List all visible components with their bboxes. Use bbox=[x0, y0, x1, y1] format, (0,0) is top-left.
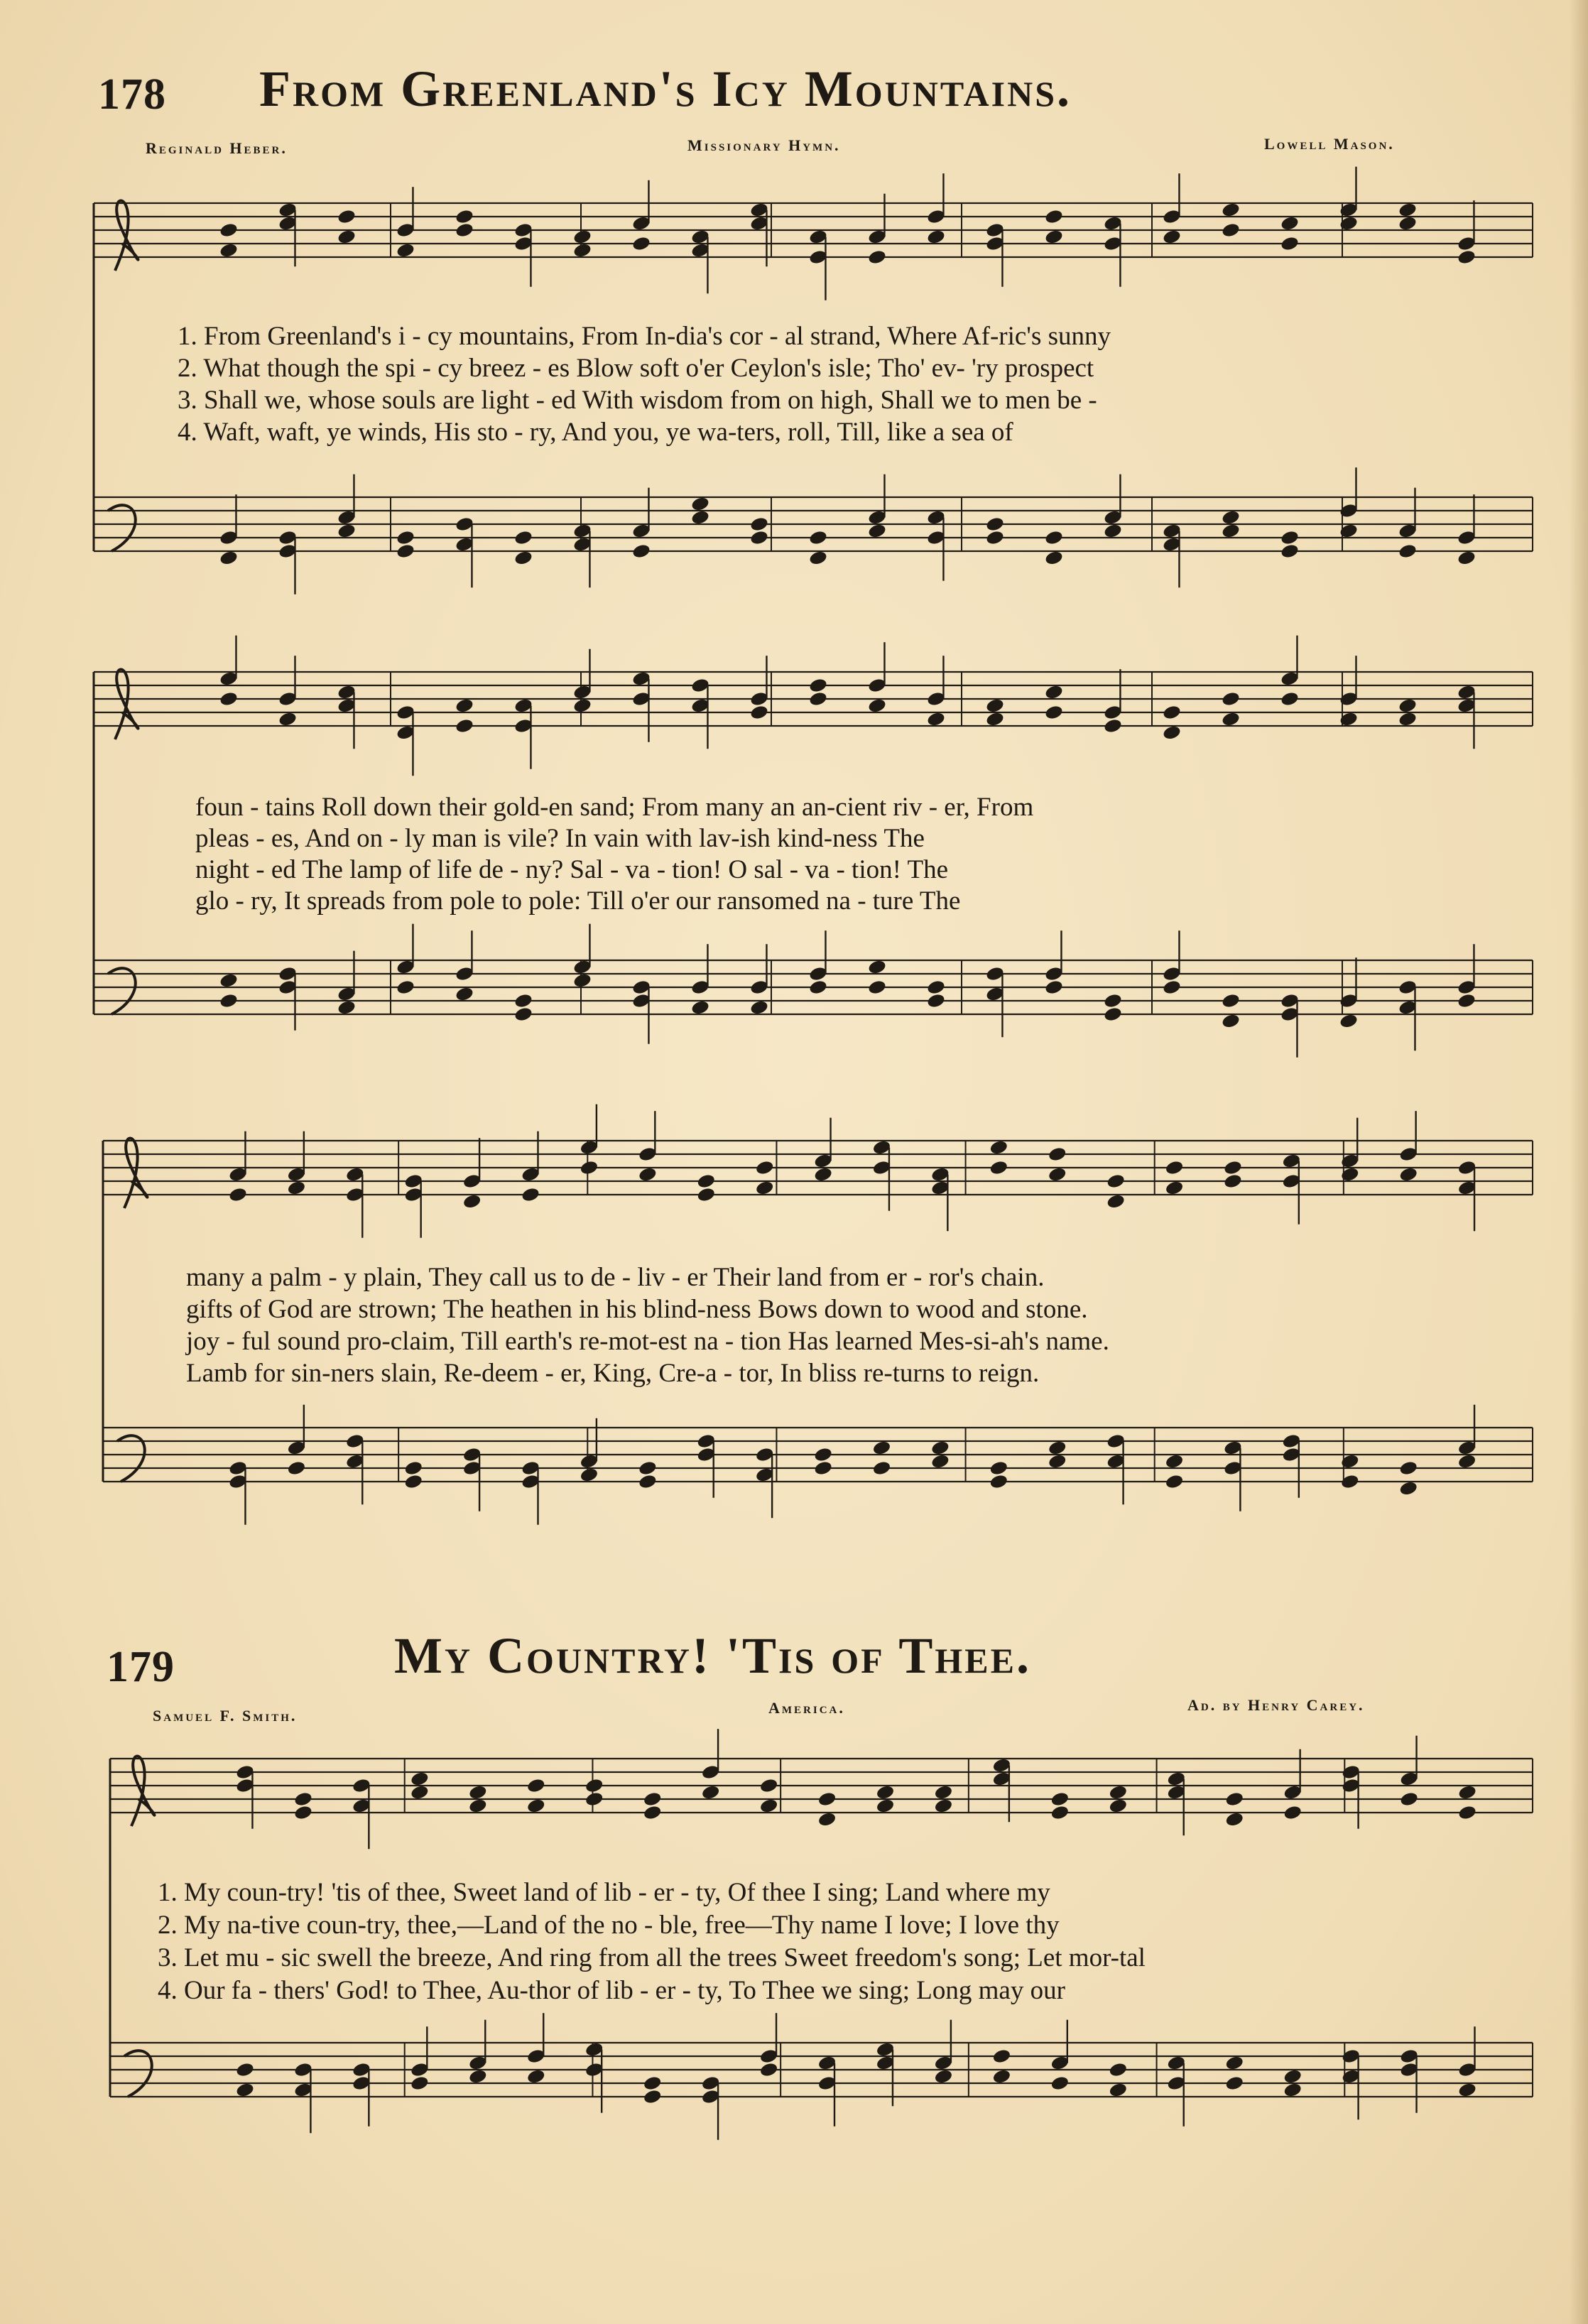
note-head bbox=[701, 1784, 721, 1801]
note-head bbox=[1398, 711, 1418, 727]
note-head bbox=[513, 550, 533, 566]
note-head bbox=[1162, 229, 1182, 245]
note-head bbox=[293, 1791, 313, 1807]
hymn-number: 178 bbox=[98, 70, 166, 119]
note-head bbox=[403, 1460, 423, 1476]
lyric-line: pleas - es, And on - ly man is vile? In vain with lav-ish kind-ness The bbox=[195, 824, 925, 853]
note-head bbox=[808, 529, 828, 545]
note-head bbox=[228, 1186, 248, 1202]
note-head bbox=[930, 1440, 950, 1456]
note-head bbox=[985, 697, 1005, 714]
note-head bbox=[572, 242, 592, 259]
note-head bbox=[1109, 1784, 1129, 1801]
note-head bbox=[989, 1139, 1009, 1156]
hymn-number: 179 bbox=[107, 1643, 175, 1691]
note-head bbox=[219, 222, 239, 238]
note-head bbox=[808, 690, 828, 707]
treble-clef bbox=[131, 1756, 155, 1826]
note-head bbox=[1103, 1006, 1123, 1022]
note-head bbox=[876, 1784, 896, 1801]
note-head bbox=[1048, 1146, 1067, 1162]
note-head bbox=[985, 711, 1005, 727]
note-head bbox=[1165, 1159, 1185, 1175]
note-head bbox=[219, 550, 239, 566]
note-head bbox=[396, 529, 415, 545]
note-head bbox=[992, 2048, 1012, 2064]
note-head bbox=[696, 1186, 716, 1202]
note-head bbox=[867, 697, 887, 714]
note-head bbox=[1103, 992, 1123, 1009]
note-head bbox=[572, 229, 592, 245]
note-head bbox=[813, 1446, 833, 1462]
note-head bbox=[985, 529, 1005, 545]
note-head bbox=[1048, 1453, 1067, 1470]
note-head bbox=[1221, 711, 1241, 727]
note-head bbox=[808, 979, 828, 995]
lyric-line: Lamb for sin-ners slain, Re-deem - er, King, Cre-a - tor, In bliss re-turns to reign. bbox=[186, 1359, 1040, 1388]
note-head bbox=[926, 711, 946, 727]
lyric-line: 2. What though the spi - cy breez - es Blow soft o'er Ceylon's isle; Tho' ev- 'ry prospect bbox=[178, 354, 1094, 383]
lyric-line: gifts of God are strown; The heathen in his blind-ness Bows down to wood and stone. bbox=[186, 1295, 1088, 1324]
note-head bbox=[468, 1784, 488, 1801]
note-head bbox=[1044, 529, 1064, 545]
note-head bbox=[293, 1804, 313, 1820]
treble-clef bbox=[115, 200, 138, 271]
bass-clef bbox=[108, 505, 136, 551]
note-head bbox=[643, 1804, 663, 1820]
note-head bbox=[1221, 509, 1241, 526]
note-head bbox=[1109, 1798, 1129, 1814]
bass-clef bbox=[117, 1435, 145, 1482]
note-head bbox=[1398, 543, 1418, 559]
note-head bbox=[278, 711, 298, 727]
note-head bbox=[526, 2068, 546, 2085]
note-head bbox=[513, 529, 533, 545]
note-head bbox=[513, 992, 533, 1009]
note-head bbox=[462, 1193, 482, 1210]
note-head bbox=[872, 1460, 892, 1476]
note-head bbox=[749, 704, 769, 720]
note-head bbox=[1457, 249, 1476, 265]
note-head bbox=[872, 1440, 892, 1456]
note-head bbox=[690, 496, 710, 512]
note-head bbox=[1044, 208, 1064, 224]
note-head bbox=[749, 529, 769, 545]
hymn-composer: Lowell Mason. bbox=[1264, 135, 1395, 153]
note-head bbox=[580, 1467, 599, 1483]
note-head bbox=[755, 1180, 775, 1196]
note-head bbox=[1162, 704, 1182, 720]
note-head bbox=[337, 208, 357, 224]
note-head bbox=[1221, 1013, 1241, 1029]
note-head bbox=[690, 509, 710, 526]
note-head bbox=[521, 1186, 540, 1202]
note-head bbox=[1457, 1804, 1477, 1820]
note-head bbox=[1280, 529, 1300, 545]
note-head bbox=[813, 1460, 833, 1476]
note-head bbox=[759, 2061, 779, 2078]
note-head bbox=[867, 249, 887, 265]
note-head bbox=[934, 2068, 954, 2085]
note-head bbox=[219, 972, 239, 989]
note-head bbox=[1283, 2068, 1303, 2085]
hymn-title: My Country! 'Tis of Thee. bbox=[394, 1627, 1031, 1684]
note-head bbox=[631, 543, 651, 559]
note-head bbox=[1398, 1166, 1418, 1183]
note-head bbox=[235, 2082, 255, 2098]
note-head bbox=[1221, 202, 1241, 218]
lyric-line: 4. Our fa - thers' God! to Thee, Au-thor of lib - er - ty, To Thee we sing; Long may our bbox=[158, 1976, 1065, 2005]
note-head bbox=[219, 242, 239, 259]
note-head bbox=[337, 999, 357, 1016]
note-head bbox=[1398, 1460, 1418, 1476]
note-head bbox=[1103, 523, 1123, 539]
note-head bbox=[410, 1784, 430, 1801]
note-head bbox=[985, 516, 1005, 532]
hymn-tune: America. bbox=[768, 1699, 845, 1717]
note-head bbox=[1280, 543, 1300, 559]
lyric-line: 3. Let mu - sic swell the breeze, And ring from all the trees Sweet freedom's song; Let mor-tal bbox=[158, 1943, 1146, 1972]
note-head bbox=[989, 1473, 1009, 1489]
note-head bbox=[759, 1798, 779, 1814]
lyric-line: 2. My na-tive coun-try, thee,—Land of the no - ble, free—Thy name I love; I love thy bbox=[158, 1911, 1060, 1940]
note-head bbox=[643, 2075, 663, 2091]
treble-clef bbox=[124, 1138, 148, 1208]
note-head bbox=[759, 1777, 779, 1793]
note-head bbox=[1050, 2075, 1070, 2091]
note-head bbox=[1280, 235, 1300, 251]
note-head bbox=[1044, 229, 1064, 245]
note-head bbox=[1103, 717, 1123, 734]
note-head bbox=[934, 1798, 954, 1814]
note-head bbox=[235, 2061, 255, 2078]
note-head bbox=[749, 516, 769, 532]
note-head bbox=[396, 242, 415, 259]
note-head bbox=[1280, 215, 1300, 232]
note-head bbox=[337, 523, 357, 539]
bass-clef bbox=[108, 968, 136, 1014]
note-head bbox=[1109, 2082, 1129, 2098]
note-head bbox=[1280, 690, 1300, 707]
note-head bbox=[219, 690, 239, 707]
note-head bbox=[696, 1173, 716, 1189]
note-head bbox=[992, 2068, 1012, 2085]
note-head bbox=[1165, 1473, 1185, 1489]
note-head bbox=[410, 2075, 430, 2091]
note-head bbox=[572, 697, 592, 714]
note-head bbox=[1398, 1480, 1418, 1497]
note-head bbox=[1044, 684, 1064, 700]
note-head bbox=[468, 1798, 488, 1814]
note-head bbox=[584, 1791, 604, 1807]
note-head bbox=[403, 1473, 423, 1489]
note-head bbox=[1457, 992, 1476, 1009]
note-head bbox=[337, 229, 357, 245]
treble-clef bbox=[115, 669, 138, 739]
hymn-tune: Missionary Hymn. bbox=[687, 136, 841, 154]
note-head bbox=[1283, 1804, 1303, 1820]
lyric-line: 3. Shall we, whose souls are light - ed With wisdom from on high, Shall we to men be - bbox=[178, 386, 1097, 415]
note-head bbox=[755, 1159, 775, 1175]
note-head bbox=[749, 999, 769, 1016]
note-head bbox=[808, 550, 828, 566]
hymn-title: From Greenland's Icy Mountains. bbox=[259, 60, 1072, 117]
note-head bbox=[1048, 1440, 1067, 1456]
note-head bbox=[690, 999, 710, 1016]
note-head bbox=[867, 523, 887, 539]
note-head bbox=[1283, 2082, 1303, 2098]
lyric-line: joy - ful sound pro-claim, Till earth's re-mot-est na - tion Has learned Mes-si-ah's name. bbox=[186, 1327, 1109, 1356]
note-head bbox=[287, 1180, 307, 1196]
lyric-line: 1. My coun-try! 'tis of thee, Sweet land of lib - er - ty, Of thee I sing; Land where my bbox=[158, 1878, 1050, 1907]
hymn-composer: Ad. by Henry Carey. bbox=[1187, 1696, 1365, 1714]
note-head bbox=[1399, 1791, 1419, 1807]
note-head bbox=[455, 986, 474, 1002]
note-head bbox=[455, 208, 474, 224]
note-head bbox=[513, 1006, 533, 1022]
note-head bbox=[638, 1166, 658, 1183]
note-head bbox=[410, 1771, 430, 1787]
note-head bbox=[1224, 2055, 1244, 2071]
note-head bbox=[1224, 1811, 1244, 1828]
note-head bbox=[1048, 1166, 1067, 1183]
note-head bbox=[934, 1784, 954, 1801]
note-head bbox=[219, 992, 239, 1009]
note-head bbox=[1223, 1159, 1243, 1175]
note-head bbox=[930, 1453, 950, 1470]
note-head bbox=[580, 1159, 599, 1175]
note-head bbox=[643, 2088, 663, 2105]
note-head bbox=[1165, 1453, 1185, 1470]
note-head bbox=[1223, 1173, 1243, 1189]
bass-clef bbox=[124, 2051, 152, 2097]
note-head bbox=[1457, 550, 1476, 566]
note-head bbox=[584, 1777, 604, 1793]
note-head bbox=[287, 1460, 307, 1476]
hymn-author: Reginald Heber. bbox=[146, 139, 288, 157]
note-head bbox=[526, 1777, 546, 1793]
note-head bbox=[1162, 979, 1182, 995]
lyric-line: 4. Waft, waft, ye winds, His sto - ry, And you, ye wa-ters, roll, Till, like a sea of bbox=[178, 418, 1013, 447]
note-head bbox=[1165, 1180, 1185, 1196]
note-head bbox=[1224, 2075, 1244, 2091]
note-head bbox=[643, 1791, 663, 1807]
note-head bbox=[1109, 2061, 1129, 2078]
lyric-line: foun - tains Roll down their gold-en sand; From many an an-cient riv - er, From bbox=[195, 793, 1034, 822]
note-head bbox=[1221, 690, 1241, 707]
note-head bbox=[817, 1791, 837, 1807]
note-head bbox=[1050, 1804, 1070, 1820]
note-head bbox=[631, 235, 651, 251]
note-head bbox=[1044, 550, 1064, 566]
note-head bbox=[867, 959, 887, 975]
note-head bbox=[1044, 704, 1064, 720]
note-head bbox=[396, 543, 415, 559]
note-head bbox=[1162, 724, 1182, 741]
lyric-line: night - ed The lamp of life de - ny? Sal - va - tion! O sal - va - tion! The bbox=[195, 855, 949, 884]
note-head bbox=[1221, 222, 1241, 238]
note-head bbox=[1457, 2082, 1477, 2098]
note-head bbox=[867, 979, 887, 995]
note-head bbox=[1339, 1013, 1359, 1029]
note-head bbox=[1106, 1173, 1126, 1189]
note-head bbox=[638, 1460, 658, 1476]
note-head bbox=[572, 972, 592, 989]
note-head bbox=[1457, 1784, 1477, 1801]
note-head bbox=[638, 1473, 658, 1489]
note-head bbox=[455, 717, 474, 734]
note-head bbox=[926, 229, 946, 245]
note-head bbox=[926, 992, 946, 1009]
note-head bbox=[989, 1460, 1009, 1476]
note-head bbox=[876, 1798, 896, 1814]
lyric-line: glo - ry, It spreads from pole to pole: Till o'er our ransomed na - ture The bbox=[195, 886, 961, 916]
note-head bbox=[455, 697, 474, 714]
note-head bbox=[1050, 1791, 1070, 1807]
note-head bbox=[1398, 215, 1418, 232]
note-head bbox=[1221, 523, 1241, 539]
note-head bbox=[455, 222, 474, 238]
note-head bbox=[817, 1811, 837, 1828]
note-head bbox=[1106, 1193, 1126, 1210]
note-head bbox=[989, 1159, 1009, 1175]
lyric-line: many a palm - y plain, They call us to de - liv - er Their land from er - ror's chain. bbox=[186, 1263, 1045, 1292]
note-head bbox=[813, 1166, 833, 1183]
note-head bbox=[1398, 697, 1418, 714]
note-head bbox=[926, 979, 946, 995]
note-head bbox=[808, 677, 828, 693]
note-head bbox=[1457, 1453, 1477, 1470]
note-head bbox=[396, 979, 415, 995]
lyric-line: 1. From Greenland's i - cy mountains, From In-dia's cor - al strand, Where Af-ric's sunny bbox=[178, 322, 1111, 351]
note-head bbox=[1398, 202, 1418, 218]
note-head bbox=[1221, 992, 1241, 1009]
note-head bbox=[1224, 1791, 1244, 1807]
hymn-author: Samuel F. Smith. bbox=[153, 1707, 298, 1725]
note-head bbox=[526, 1798, 546, 1814]
note-head bbox=[468, 2068, 488, 2085]
note-head bbox=[1044, 979, 1064, 995]
